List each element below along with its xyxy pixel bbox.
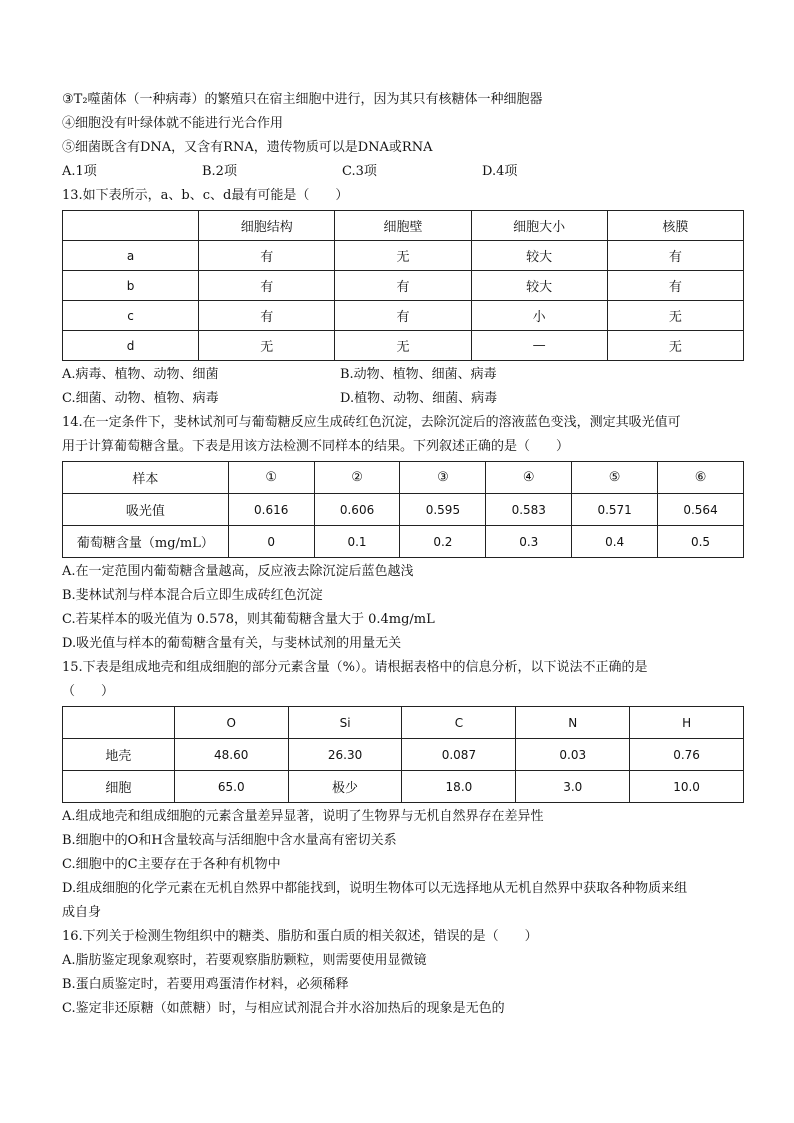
table-cell: 无 — [199, 331, 335, 361]
table-cell: 有 — [607, 241, 743, 271]
table-row — [63, 771, 744, 803]
table-header-cell: 细胞壁 — [335, 211, 471, 241]
table-header-cell: 细胞结构 — [199, 211, 335, 241]
q15-option-b[interactable]: B.细胞中的O和H含量较高与活细胞中含水量高有密切关系 — [62, 833, 397, 848]
table-cell: ④ — [486, 462, 572, 494]
table-cell: 0.606 — [314, 494, 400, 526]
table-cell: 无 — [607, 331, 743, 361]
q14-option-b[interactable]: B.斐林试剂与样本混合后立即生成砖红色沉淀 — [62, 588, 323, 603]
table-cell: 有 — [335, 271, 471, 301]
q12-statement-3: ③T₂噬菌体（一种病毒）的繁殖只在宿主细胞中进行，因为其只有核糖体一种细胞器 — [62, 92, 543, 107]
table-cell: ⑥ — [658, 462, 744, 494]
table-cell: 0.1 — [314, 526, 400, 558]
table-cell: 0.3 — [486, 526, 572, 558]
q15-option-d-continued: 成自身 — [62, 905, 102, 920]
table-header-cell: 核膜 — [607, 211, 743, 241]
table-cell: 0.76 — [630, 739, 744, 771]
table-cell: 无 — [607, 301, 743, 331]
q12-options — [62, 160, 742, 184]
q12-option-c[interactable]: C.3项 — [342, 164, 377, 179]
q15-table — [62, 706, 744, 803]
q15-stem-line-2: （ ） — [62, 684, 115, 699]
q12-option-d[interactable]: D.4项 — [482, 164, 518, 179]
table-cell: 小 — [471, 301, 607, 331]
table-cell: a — [63, 241, 199, 271]
q15-option-c[interactable]: C.细胞中的C主要存在于各种有机物中 — [62, 857, 281, 872]
table-row — [63, 271, 744, 301]
table-row — [63, 301, 744, 331]
q13-table — [62, 210, 744, 361]
table-cell — [63, 211, 199, 241]
table-cell: 葡萄糖含量（mg/mL） — [63, 526, 229, 558]
table-cell: 48.60 — [174, 739, 288, 771]
table-cell: 样本 — [63, 462, 229, 494]
q15-stem-line-1: 15.下表是组成地壳和组成细胞的部分元素含量（%）。请根据表格中的信息分析，以下说法不正确的是 — [62, 660, 648, 675]
table-cell: 0.2 — [400, 526, 486, 558]
table-cell: ⑤ — [572, 462, 658, 494]
table-cell: 较大 — [471, 271, 607, 301]
table-header-cell: 细胞大小 — [471, 211, 607, 241]
table-cell: 0.564 — [658, 494, 744, 526]
table-row — [63, 526, 744, 558]
q15-option-a[interactable]: A.组成地壳和组成细胞的元素含量差异显著，说明了生物界与无机自然界存在差异性 — [62, 809, 544, 824]
table-cell: 3.0 — [516, 771, 630, 803]
q14-stem-line-2: 用于计算葡萄糖含量。下表是用该方法检测不同样本的结果。下列叙述正确的是（ ） — [62, 439, 570, 454]
table-cell: 极少 — [288, 771, 402, 803]
table-cell: 吸光值 — [63, 494, 229, 526]
table-header-cell: C — [402, 707, 516, 739]
table-cell: 0.583 — [486, 494, 572, 526]
q16-option-b[interactable]: B.蛋白质鉴定时，若要用鸡蛋清作材料，必须稀释 — [62, 977, 349, 992]
table-cell: 0.595 — [400, 494, 486, 526]
table-cell: 0.616 — [228, 494, 314, 526]
table-cell: d — [63, 331, 199, 361]
table-row — [63, 739, 744, 771]
table-cell: b — [63, 271, 199, 301]
q13-options-row-1 — [62, 363, 742, 387]
table-cell: 有 — [607, 271, 743, 301]
table-cell: 0.087 — [402, 739, 516, 771]
table-header-cell: N — [516, 707, 630, 739]
table-cell: ① — [228, 462, 314, 494]
table-cell: c — [63, 301, 199, 331]
q14-option-a[interactable]: A.在一定范围内葡萄糖含量越高，反应液去除沉淀后蓝色越浅 — [62, 564, 414, 579]
q14-table — [62, 461, 744, 558]
table-header-row — [63, 211, 744, 241]
q12-option-b[interactable]: B.2项 — [202, 164, 237, 179]
q13-options-row-2 — [62, 387, 742, 411]
table-cell — [63, 707, 175, 739]
table-cell: 有 — [199, 241, 335, 271]
table-header-cell: H — [630, 707, 744, 739]
table-cell: 细胞 — [63, 771, 175, 803]
table-cell: 0.4 — [572, 526, 658, 558]
table-row — [63, 494, 744, 526]
table-cell: 较大 — [471, 241, 607, 271]
table-cell: 0 — [228, 526, 314, 558]
q13-option-b[interactable]: B.动物、植物、细菌、病毒 — [340, 367, 497, 382]
q16-stem: 16.下列关于检测生物组织中的糖类、脂肪和蛋白质的相关叙述，错误的是（ ） — [62, 929, 538, 944]
table-cell: 有 — [199, 301, 335, 331]
table-row — [63, 331, 744, 361]
table-cell: 26.30 — [288, 739, 402, 771]
table-cell: ② — [314, 462, 400, 494]
table-cell: — — [471, 331, 607, 361]
table-cell: 有 — [335, 301, 471, 331]
table-row — [63, 462, 744, 494]
q14-option-d[interactable]: D.吸光值与样本的葡萄糖含量有关，与斐林试剂的用量无关 — [62, 636, 402, 651]
table-cell: 0.571 — [572, 494, 658, 526]
table-cell: 无 — [335, 331, 471, 361]
table-cell: 18.0 — [402, 771, 516, 803]
q14-stem-line-1: 14.在一定条件下，斐林试剂可与葡萄糖反应生成砖红色沉淀，去除沉淀后的溶液蓝色变浅，测定其吸光值可 — [62, 415, 681, 430]
table-row — [63, 241, 744, 271]
table-cell: 10.0 — [630, 771, 744, 803]
table-cell: 有 — [199, 271, 335, 301]
table-cell: 地壳 — [63, 739, 175, 771]
table-header-cell: O — [174, 707, 288, 739]
q13-option-a[interactable]: A.病毒、植物、动物、细菌 — [62, 367, 219, 382]
table-cell: 无 — [335, 241, 471, 271]
q13-option-d[interactable]: D.植物、动物、细菌、病毒 — [340, 391, 498, 406]
q16-option-a[interactable]: A.脂肪鉴定现象观察时，若要观察脂肪颗粒，则需要使用显微镜 — [62, 953, 427, 968]
q13-option-c[interactable]: C.细菌、动物、植物、病毒 — [62, 391, 219, 406]
q13-stem: 13.如下表所示，a、b、c、d最有可能是（ ） — [62, 188, 349, 203]
q15-option-d[interactable]: D.组成细胞的化学元素在无机自然界中都能找到，说明生物体可以无选择地从无机自然界中获取各种物质来组 — [62, 881, 688, 896]
table-cell: ③ — [400, 462, 486, 494]
table-header-row — [63, 707, 744, 739]
table-cell: 0.5 — [658, 526, 744, 558]
q16-option-c[interactable]: C.鉴定非还原糖（如蔗糖）时，与相应试剂混合并水浴加热后的现象是无色的 — [62, 1001, 505, 1016]
q12-statement-4: ④细胞没有叶绿体就不能进行光合作用 — [62, 116, 284, 131]
q12-statement-5: ⑤细菌既含有DNA，又含有RNA，遗传物质可以是DNA或RNA — [62, 140, 433, 155]
table-header-cell: Si — [288, 707, 402, 739]
q14-option-c[interactable]: C.若某样本的吸光值为 0.578，则其葡萄糖含量大于 0.4mg/mL — [62, 612, 435, 627]
table-cell: 0.03 — [516, 739, 630, 771]
q12-option-a[interactable]: A.1项 — [62, 164, 97, 179]
exam-page — [62, 88, 742, 1021]
table-cell: 65.0 — [174, 771, 288, 803]
